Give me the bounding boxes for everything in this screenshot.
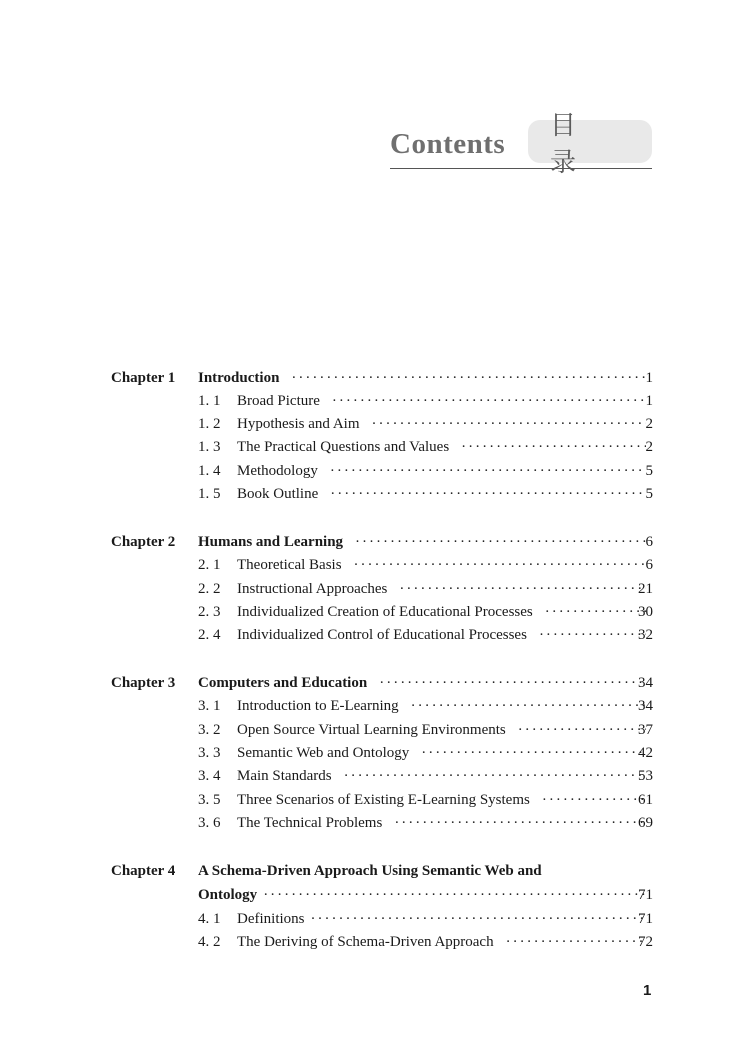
toc-section-2-4[interactable] xyxy=(0,625,750,645)
section-entry xyxy=(237,391,652,411)
toc-section-1-3[interactable] xyxy=(0,437,750,457)
section-entry xyxy=(237,414,652,434)
toc-section-2-1[interactable] xyxy=(0,555,750,575)
section-number: 1. 4 xyxy=(198,463,221,479)
section-number: 2. 3 xyxy=(198,604,221,620)
dot-leader xyxy=(354,555,646,575)
toc-section-3-3[interactable] xyxy=(0,743,750,763)
section-title: The Practical Questions and Values xyxy=(237,439,450,455)
page-number: 69 xyxy=(638,815,653,831)
dot-leader xyxy=(332,391,646,411)
dot-leader xyxy=(372,414,647,434)
dot-leader xyxy=(461,437,646,457)
dot-leader xyxy=(539,625,646,645)
dot-leader xyxy=(379,673,646,693)
section-entry xyxy=(237,696,652,716)
section-entry xyxy=(237,813,652,833)
page-number: 42 xyxy=(638,745,653,761)
page-number: 34 xyxy=(638,698,653,714)
chapter-title: Humans and Learning xyxy=(198,534,344,550)
toc-section-3-2[interactable] xyxy=(0,720,750,740)
section-entry xyxy=(237,461,652,481)
section-number: 3. 1 xyxy=(198,698,221,714)
section-number: 2. 1 xyxy=(198,557,221,573)
toc-section-2-3[interactable] xyxy=(0,602,750,622)
section-number: 1. 2 xyxy=(198,416,221,432)
section-title: Three Scenarios of Existing E-Learning Systems xyxy=(237,792,530,808)
section-entry xyxy=(237,790,652,810)
section-number: 3. 2 xyxy=(198,722,221,738)
toc-section-1-1[interactable] xyxy=(0,391,750,411)
page-folio: 1 xyxy=(643,982,652,999)
page-number: 2 xyxy=(645,439,653,455)
page-number: 61 xyxy=(638,792,653,808)
section-number: 1. 3 xyxy=(198,439,221,455)
section-number: 3. 6 xyxy=(198,815,221,831)
page-number: 37 xyxy=(638,722,653,738)
page-number: 53 xyxy=(638,768,653,784)
toc-section-2-2[interactable] xyxy=(0,579,750,599)
section-title: Broad Picture xyxy=(237,393,320,409)
section-title: Main Standards xyxy=(237,768,332,784)
page-number: 72 xyxy=(638,934,653,950)
dot-leader xyxy=(506,932,646,952)
section-number: 3. 3 xyxy=(198,745,221,761)
dot-leader xyxy=(518,720,646,740)
section-number: 3. 4 xyxy=(198,768,221,784)
page-number: 34 xyxy=(638,675,653,691)
contents-heading: Contents xyxy=(390,128,506,160)
dot-leader xyxy=(411,696,646,716)
section-entry xyxy=(237,766,652,786)
section-title: Individualized Control of Educational Processes xyxy=(237,627,527,643)
section-number: 4. 1 xyxy=(198,911,221,927)
toc-section-1-2[interactable] xyxy=(0,414,750,434)
dot-leader xyxy=(330,461,646,481)
section-title: Book Outline xyxy=(237,486,319,502)
dot-leader xyxy=(344,766,646,786)
page-number: 2 xyxy=(645,416,653,432)
section-entry xyxy=(237,437,652,457)
section-entry xyxy=(237,720,652,740)
section-entry xyxy=(237,602,652,622)
section-number: 2. 4 xyxy=(198,627,221,643)
chapter-label: Chapter 1 xyxy=(111,370,176,386)
chapter-title: Introduction xyxy=(198,370,280,386)
section-number: 2. 2 xyxy=(198,581,221,597)
heading-rule xyxy=(390,168,652,169)
section-number: 3. 5 xyxy=(198,792,221,808)
dot-leader xyxy=(394,813,646,833)
section-entry xyxy=(237,743,652,763)
section-title: Instructional Approaches xyxy=(237,581,388,597)
page-number: 30 xyxy=(638,604,653,620)
chapter-label: Chapter 2 xyxy=(111,534,176,550)
section-title: Open Source Virtual Learning Environments xyxy=(237,722,506,738)
section-title: Semantic Web and Ontology xyxy=(237,745,410,761)
page-number: 1 xyxy=(645,393,653,409)
page-number: 71 xyxy=(638,887,653,903)
chapter-title-line-1: A Schema-Driven Approach Using Semantic Web and xyxy=(198,863,542,879)
dot-leader xyxy=(542,790,646,810)
toc-chapter-3[interactable] xyxy=(0,673,750,693)
page-number: 1 xyxy=(645,370,653,386)
toc-chapter-4[interactable] xyxy=(0,861,750,881)
dot-leader xyxy=(330,484,646,504)
chapter-entry xyxy=(198,673,652,693)
toc-section-3-4[interactable] xyxy=(0,766,750,786)
page-number: 5 xyxy=(645,486,653,502)
section-title: Individualized Creation of Educational Processes xyxy=(237,604,533,620)
toc-chapter-4-continued[interactable] xyxy=(0,885,750,905)
chapter-label: Chapter 3 xyxy=(111,675,176,691)
dot-leader xyxy=(263,885,646,905)
toc-section-4-2[interactable] xyxy=(0,932,750,952)
section-title: Methodology xyxy=(237,463,318,479)
page-number: 21 xyxy=(638,581,653,597)
toc-chapter-2[interactable] xyxy=(0,532,750,552)
page-number: 71 xyxy=(638,911,653,927)
chapter-entry xyxy=(198,885,652,905)
page-number: 6 xyxy=(645,534,653,550)
toc-section-4-1[interactable] xyxy=(0,909,750,929)
chapter-entry xyxy=(198,368,652,388)
section-entry xyxy=(237,932,652,952)
dot-leader xyxy=(399,579,646,599)
section-entry xyxy=(237,579,652,599)
section-title: Hypothesis and Aim xyxy=(237,416,360,432)
dot-leader xyxy=(311,909,647,929)
section-title: Introduction to E-Learning xyxy=(237,698,399,714)
chapter-entry xyxy=(198,532,652,552)
section-title: Theoretical Basis xyxy=(237,557,342,573)
page-number: 6 xyxy=(645,557,653,573)
section-number: 4. 2 xyxy=(198,934,221,950)
section-entry xyxy=(237,909,652,929)
toc-chapter-1[interactable] xyxy=(0,368,750,388)
chapter-title-line-2: Ontology xyxy=(198,887,258,903)
section-title: The Technical Problems xyxy=(237,815,383,831)
toc-section-3-5[interactable] xyxy=(0,790,750,810)
section-title: Definitions xyxy=(237,911,305,927)
toc-section-1-5[interactable] xyxy=(0,484,750,504)
section-number: 1. 1 xyxy=(198,393,221,409)
dot-leader xyxy=(421,743,646,763)
section-entry xyxy=(237,484,652,504)
section-entry xyxy=(237,625,652,645)
contents-heading-chinese: 目 录 xyxy=(528,120,652,163)
dot-leader xyxy=(291,368,646,388)
toc-section-3-6[interactable] xyxy=(0,813,750,833)
section-entry xyxy=(237,555,652,575)
section-title: The Deriving of Schema-Driven Approach xyxy=(237,934,494,950)
dot-leader xyxy=(545,602,646,622)
chapter-title: Computers and Education xyxy=(198,675,368,691)
dot-leader xyxy=(355,532,646,552)
chapter-label: Chapter 4 xyxy=(111,863,176,879)
toc-section-1-4[interactable] xyxy=(0,461,750,481)
toc-section-3-1[interactable] xyxy=(0,696,750,716)
section-number: 1. 5 xyxy=(198,486,221,502)
page-number: 32 xyxy=(638,627,653,643)
page-number: 5 xyxy=(645,463,653,479)
